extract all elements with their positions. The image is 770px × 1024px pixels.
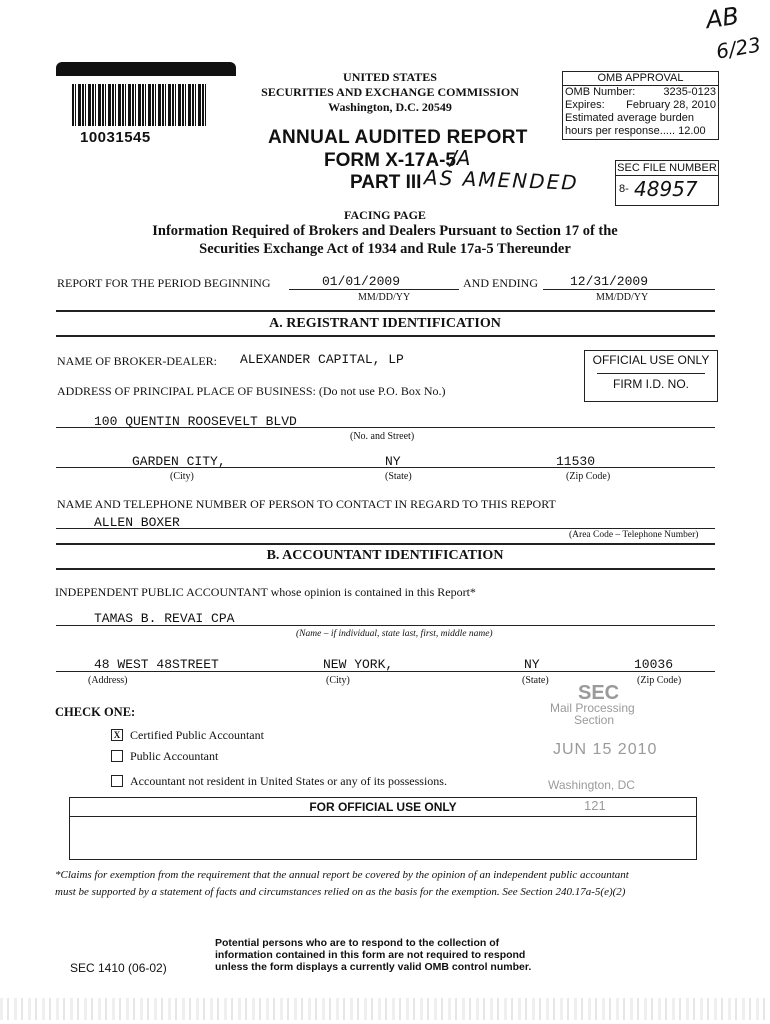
period-end-value: 12/31/2009	[570, 274, 649, 289]
redaction-bar	[56, 62, 236, 76]
handwritten-initials: AB	[704, 1, 741, 35]
report-title: ANNUAL AUDITED REPORT	[268, 127, 528, 148]
official-use-box	[584, 350, 718, 402]
checkbox-public-accountant[interactable]	[111, 750, 123, 762]
handwritten-date: 6/23	[714, 32, 763, 64]
checkbox-not-resident[interactable]	[111, 775, 123, 787]
header-line1: UNITED STATES	[343, 70, 437, 84]
section-b-title: B. ACCOUNTANT IDENTIFICATION	[266, 548, 504, 563]
scan-noise	[0, 998, 770, 1020]
zip-hint: (Zip Code)	[566, 471, 611, 482]
omb-approval-box	[562, 71, 719, 140]
period-end-hint: MM/DD/YY	[596, 292, 649, 303]
sec-file-prefix: 8-	[619, 183, 629, 195]
street-hint: (No. and Street)	[350, 431, 415, 442]
period-begin-value: 01/01/2009	[322, 274, 401, 289]
section-a-title: A. REGISTRANT IDENTIFICATION	[269, 316, 501, 331]
accountant-address-value: 48 WEST 48STREET	[94, 657, 219, 672]
phone-hint: (Area Code – Telephone Number)	[569, 530, 699, 540]
period-end-label: AND ENDING	[463, 276, 538, 290]
address-label: ADDRESS OF PRINCIPAL PLACE OF BUSINESS: (Do not use P.O. Box No.)	[57, 384, 446, 398]
omb-number-value: 3235-0123	[663, 86, 716, 98]
sec-file-number-box	[615, 160, 719, 206]
state-hint: (State)	[385, 471, 412, 482]
official-use-footer-box	[69, 797, 697, 860]
stamp-sec: SEC	[578, 682, 620, 704]
zip-value: 11530	[556, 454, 596, 469]
state-value: NY	[385, 454, 401, 469]
accountant-city-value: NEW YORK,	[323, 657, 394, 672]
barcode-number: 10031545	[80, 129, 151, 146]
facing-heading-line1: Information Required of Brokers and Dealers Pursuant to Section 17 of the	[152, 223, 618, 239]
notice-line2: information contained in this form are not required to respond	[215, 949, 526, 961]
contact-value: ALLEN BOXER	[94, 515, 180, 530]
facing-heading-line2: Securities Exchange Act of 1934 and Rule 17a-5 Thereunder	[199, 241, 571, 257]
part-title: PART III	[350, 172, 422, 193]
facing-page-label: FACING PAGE	[344, 208, 426, 222]
omb-number-label: OMB Number:	[565, 86, 636, 98]
accountant-state-value: NY	[524, 657, 540, 672]
sec-file-value: 48957	[634, 177, 698, 201]
check-one-label: CHECK ONE:	[55, 705, 136, 719]
omb-title: OMB APPROVAL	[563, 72, 718, 86]
form-number: SEC 1410 (06-02)	[70, 961, 167, 975]
stamp-section: Section	[574, 713, 615, 727]
sec-file-label: SEC FILE NUMBER	[617, 162, 717, 174]
accountant-value: TAMAS B. REVAI CPA	[94, 611, 235, 626]
accountant-name-hint: (Name – if individual, state last, first, middle name)	[296, 629, 493, 639]
option-not-resident-label: Accountant not resident in United States or any of its possessions.	[130, 774, 447, 788]
broker-name-value: ALEXANDER CAPITAL, LP	[240, 352, 404, 367]
official-use-title: OFFICIAL USE ONLY	[592, 353, 710, 367]
stamp-date: JUN 15 2010	[553, 741, 658, 758]
omb-burden-line1: Estimated average burden	[565, 112, 695, 124]
city-hint: (City)	[170, 471, 194, 482]
omb-burden-line2: hours per response..... 12.00	[565, 125, 706, 137]
handwritten-as-amended: AS AMENDED	[423, 165, 580, 195]
period-begin-label: REPORT FOR THE PERIOD BEGINNING	[57, 276, 271, 290]
checkbox-certified[interactable]: X	[111, 729, 123, 741]
accountant-zip-hint: (Zip Code)	[637, 675, 682, 686]
city-value: GARDEN CITY,	[132, 454, 226, 469]
omb-expires-value: February 28, 2010	[626, 99, 716, 111]
contact-label: NAME AND TELEPHONE NUMBER OF PERSON TO CONTACT IN REGARD TO THIS REPORT	[57, 497, 556, 511]
footnote-line1: *Claims for exemption from the requirement that the annual report be covered by the opinion of an independent public accountant	[55, 869, 629, 881]
firm-id-label: FIRM I.D. NO.	[613, 377, 689, 391]
period-begin-hint: MM/DD/YY	[358, 292, 411, 303]
stamp-washington: Washington, DC	[548, 778, 635, 792]
option-public-label: Public Accountant	[130, 749, 219, 763]
accountant-state-hint: (State)	[522, 675, 549, 686]
option-certified-label: Certified Public Accountant	[130, 728, 264, 742]
broker-name-label: NAME OF BROKER-DEALER:	[57, 354, 218, 368]
street-value: 100 QUENTIN ROOSEVELT BLVD	[94, 414, 297, 429]
accountant-address-hint: (Address)	[88, 675, 128, 686]
stamp-number: 121	[584, 798, 606, 813]
barcode-icon	[72, 84, 208, 126]
stamp-mail-processing: Mail Processing	[550, 701, 635, 715]
official-use-footer-title: FOR OFFICIAL USE ONLY	[70, 798, 696, 817]
header-line2: SECURITIES AND EXCHANGE COMMISSION	[261, 85, 519, 99]
omb-expires-label: Expires:	[565, 99, 605, 111]
footnote-line2: must be supported by a statement of facts and circumstances relied on as the basis for the exemption. See Section 240.17a-5(e)(2)	[55, 886, 626, 898]
notice-line3: unless the form displays a currently valid OMB control number.	[215, 961, 532, 973]
form-title: FORM X-17A-5	[324, 150, 456, 171]
accountant-city-hint: (City)	[326, 675, 350, 686]
accountant-zip-value: 10036	[634, 657, 674, 672]
handwritten-amendment-mark: /A	[450, 146, 471, 170]
header-line3: Washington, D.C. 20549	[328, 100, 452, 114]
accountant-label: INDEPENDENT PUBLIC ACCOUNTANT whose opinion is contained in this Report*	[55, 585, 476, 599]
notice-line1: Potential persons who are to respond to the collection of	[215, 937, 500, 949]
